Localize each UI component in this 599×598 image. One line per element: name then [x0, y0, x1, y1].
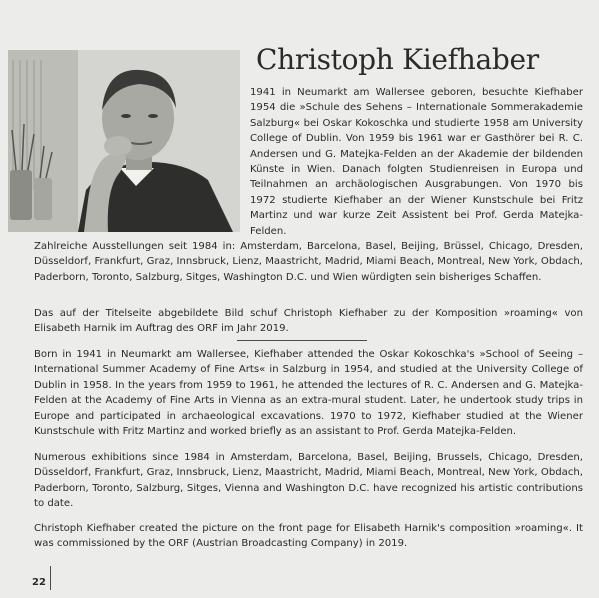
portrait-photo	[8, 50, 240, 232]
page-number-rule	[50, 566, 51, 590]
bio-german-intro: 1941 in Neumarkt am Wallersee geboren, besuchte Kiefhaber 1954 die »Schule des Sehens – Internationale Sommerakademie Salzburg« bei Oskar Kokoschka und studierte 1958 am University College of Dublin. Von 1959 bis 1961 war er Gasthörer bei R. C. Andersen und G. Matejka-Felden an der Akademie der bildenden Künste in Wien. Danach folgten Studienreisen in Europa und Teilnahmen an archäologischen Ausgrabungen. Von 1970 bis 1972 studierte Kiefhaber an der Wiener Kunstschule bei Fritz Martinz und war kurze Zeit Assistent bei Prof. Gerda Matejka-Felden.	[250, 87, 583, 237]
language-divider	[237, 340, 367, 341]
page-number: 22	[32, 577, 46, 588]
bio-german-exhibitions: Zahlreiche Ausstellungen seit 1984 in: Amsterdam, Barcelona, Basel, Beijing, Brüssel, Chicago, Dresden, Düsseldorf, Frankfurt, Graz, Innsbruck, Lienz, Maastricht, Madrid, Miami Beach, Montreal, New York, Obdach, Paderborn, Toronto, Salzburg, Sitges, Washington D.C. und Wien würdigten sein bisheriges Schaffen.	[34, 241, 583, 283]
bio-english-exhibitions: Numerous exhibitions since 1984 in Amsterdam, Barcelona, Basel, Beijing, Brussels, Chicago, Dresden, Düsseldorf, Frankfurt, Graz, Innsbruck, Lienz, Maastricht, Madrid, Miami Beach, Montreal, New York, Obdach, Paderborn, Toronto, Salzburg, Sitges, Vienna and Washington D.C. have recognized his artistic contributions to date.	[34, 452, 583, 510]
page-title: Christoph Kiefhaber	[256, 43, 539, 76]
bio-german-cover-note: Das auf der Titelseite abgebildete Bild schuf Christoph Kiefhaber zu der Komposition »roaming« von Elisabeth Harnik im Auftrag des ORF im Jahr 2019.	[34, 308, 583, 335]
bio-english-intro: Born in 1941 in Neumarkt am Wallersee, Kiefhaber attended the Oskar Kokoschka's »School of Seeing – International Summer Academy of Fine Arts« in Salzburg in 1954, and studied at the University College of Dublin in 1958. In the years from 1959 to 1961, he attended the lectures of R. C. Andersen and G. Matejka-Felden at the Academy of Fine Arts in Vienna as an extra-mural student. Later, he undertook study trips in Europe and participated in archaeological excavations. 1970 to 1972, Kiefhaber studied at the Wiener Kunstschule with Fritz Martinz and worked briefly as an assistant to Prof. Gerda Matejka-Felden.	[34, 349, 583, 438]
bio-english-cover-note: Christoph Kiefhaber created the picture on the front page for Elisabeth Harnik's composition »roaming«. It was commissioned by the ORF (Austrian Broadcasting Company) in 2019.	[34, 523, 583, 550]
portrait-photo-graphic	[8, 50, 240, 232]
